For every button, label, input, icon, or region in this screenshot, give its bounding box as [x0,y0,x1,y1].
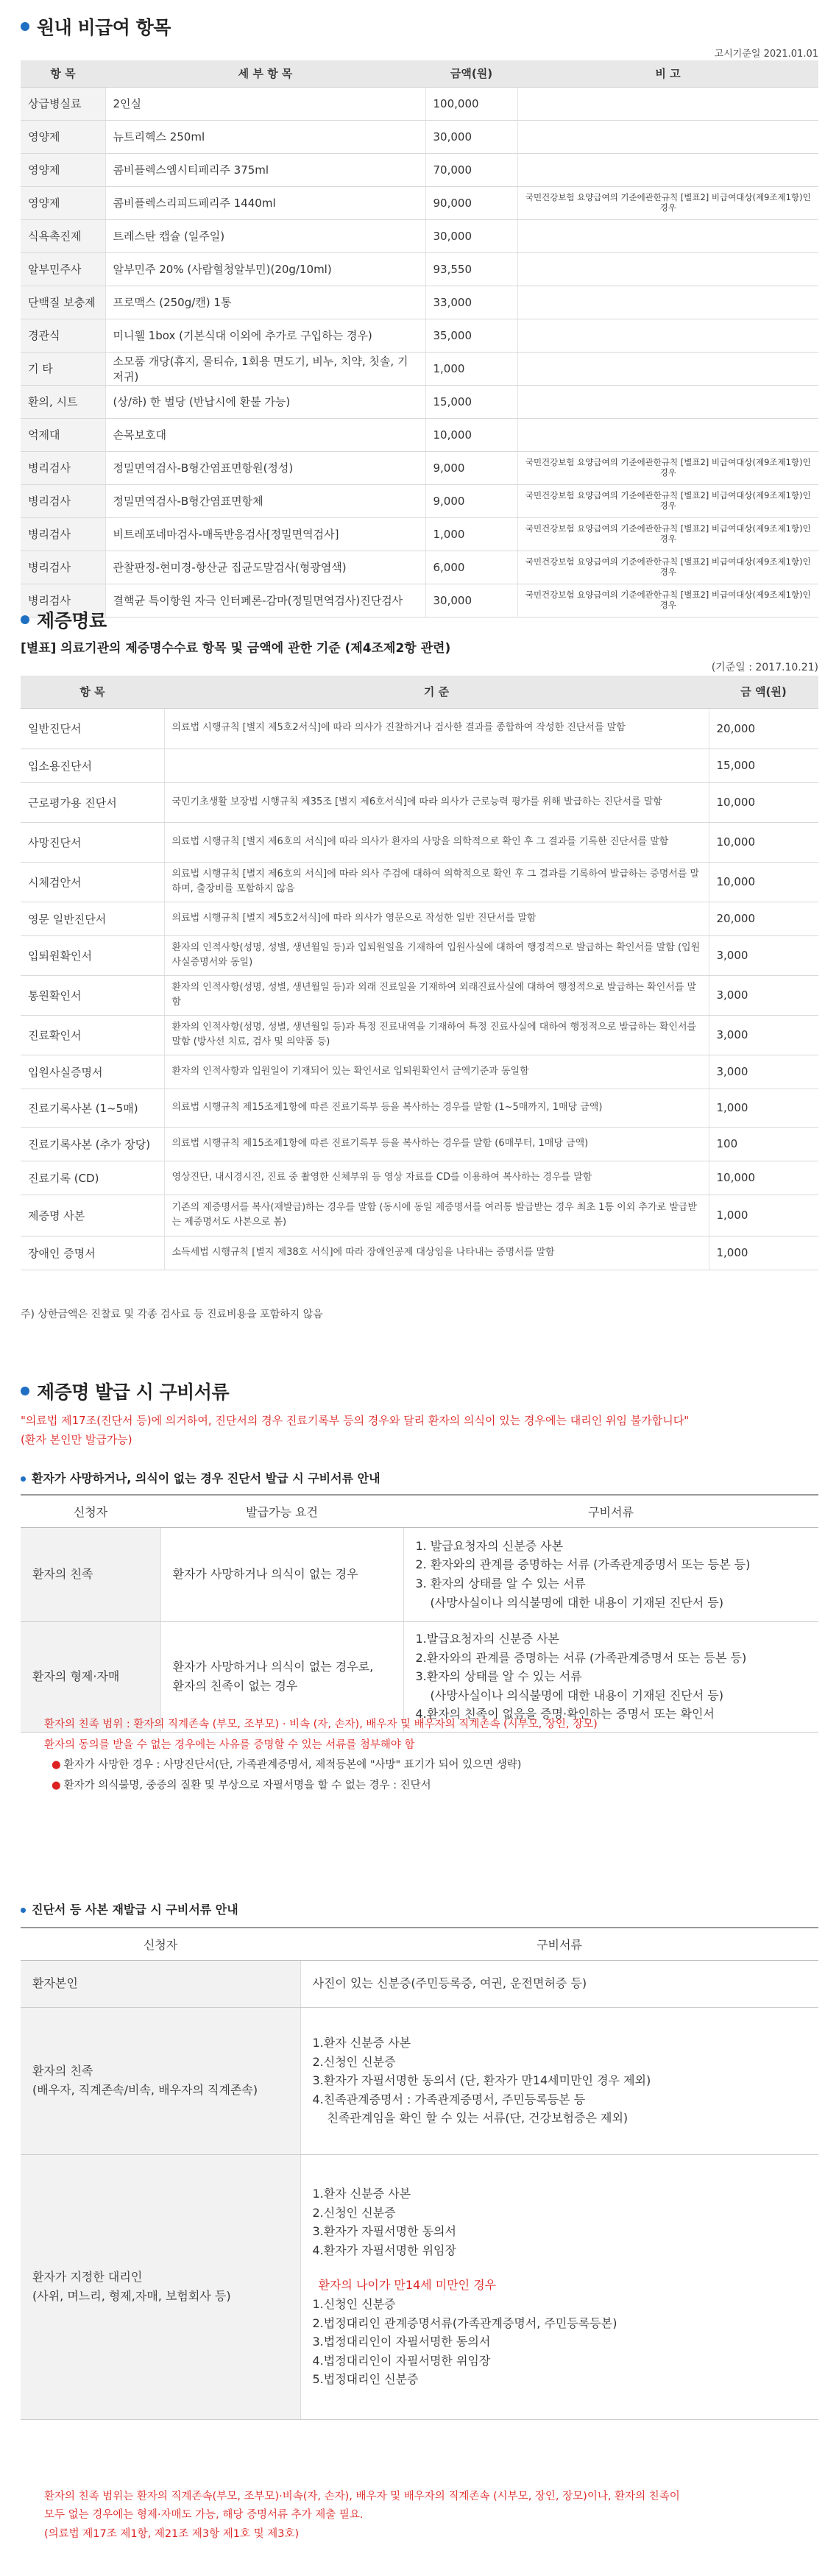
sub-note-line [44,1776,817,1797]
condition-line: 환자가 사망하거나 의식이 없는 경우로, [172,1660,374,1674]
table-row [21,1127,818,1161]
item-detail: 비트레포네마검사-매독반응검사[정밀면역검사] [105,517,425,551]
table-row [21,517,818,551]
proxy-notice-line: "의료법 제17조(진단서 등)에 의거하여, 진단서의 경우 진료기록부 등의 경우와 달리 환자의 의식이 있는 경우에는 대리인 위임 불가합니다" [21,1414,690,1427]
item-price: 90,000 [425,186,517,219]
doc-line: 2.신청인 신분증 [312,2205,396,2220]
item-price: 10,000 [425,418,517,451]
applicant-line: (배우자, 직계존속/비속, 배우자의 직계존속) [32,2083,258,2097]
item-detail: 결핵균 특이항원 자극 인터페론-감마(정밀면역검사)진단검사 [105,584,425,617]
fee-item: 영문 일반진단서 [21,902,164,935]
item-note: 국민건강보험 요양급여의 기준에관한규칙 [별표2] 비급여대상(제9조제1항)인 경우 [517,551,818,584]
item-price: 33,000 [425,286,517,319]
fee-standard: 의료법 시행규칙 [별지 제6호의 서식]에 따라 의사 주검에 대하여 의학적으로 확인 후 그 결과를 기록하여 발급하는 증명서를 말하며, 출장비를 포함하지 않음 [164,862,709,902]
item-category: 단백질 보충제 [21,286,105,319]
standard-date: 고시기준일 2021.01.01 [714,49,818,60]
item-price: 30,000 [425,219,517,252]
section-title-text: 원내 비급여 항목 [37,17,171,38]
section-title-noncovered [21,13,818,40]
item-category: 병리검사 [21,484,105,517]
condition-line: 환자의 친족이 없는 경우 [172,1679,298,1693]
column-header: 구비서류 [403,1495,818,1527]
note-line: 모두 없는 경우에는 형제·자매도 가능, 해당 증명서류 추가 제출 필요. [44,2509,364,2522]
note-line: 환자의 친족 범위 : 환자의 직계존속 (부모, 조부모) · 비속 (자, 손자), 배우자 및 배우자의 직계존속 (시부모, 장인, 장모) [44,1719,598,1730]
reissue-docs-table [21,1927,818,2420]
table-row [21,1195,818,1236]
applicant-line: 환자의 친족 [32,2064,93,2078]
column-header: 구비서류 [300,1928,818,1960]
section-title-certificate-fee [21,606,818,633]
item-note [517,319,818,352]
required-docs [300,1960,818,2007]
fee-standard: 기존의 제증명서를 복사(재발급)하는 경우를 말함 (동시에 동일 제증명서를 여러통 발급받는 경우 최초 1통 이외 추가로 발급받는 제증명서도 사본으로 봄) [164,1195,709,1236]
item-detail: 2인실 [105,87,425,120]
fee-item: 제증명 사본 [21,1195,164,1236]
item-note [517,87,818,120]
section-title-text: 제증명료 [37,610,107,631]
death-case-notes [44,1715,817,1796]
item-detail: 콤비플렉스엠시티페리주 375ml [105,153,425,186]
doc-line: 2.법정대리인 관계증명서류(가족관계증명서, 주민등록등본) [312,2315,617,2330]
item-detail: 뉴트리헥스 250ml [105,120,425,153]
doc-line: 친족관계임을 확인 할 수 있는 서류(단, 건강보험증은 제외) [327,2111,629,2126]
table-row [21,87,818,120]
sub-note-text: 환자가 의식불명, 중증의 질환 및 부상으로 자필서명을 할 수 없는 경우 : 진단서 [63,1779,431,1791]
certificate-footnote: 주) 상한금액은 진찰료 및 각종 검사료 등 진료비용을 포함하지 않음 [21,1309,323,1320]
doc-line: 3. 환자의 상태를 알 수 있는 서류 [415,1577,586,1590]
fee-standard: 의료법 시행규칙 [별지 제5호2서식]에 따라 의사가 영문으로 작성한 일반 진단서를 말함 [164,902,709,935]
table-row [21,2007,818,2154]
table-row [21,451,818,484]
fee-amount: 3,000 [709,1055,818,1089]
table-row [21,1960,818,2007]
item-category: 알부민주사 [21,252,105,286]
column-header: 금 액(원) [709,676,818,708]
item-note: 국민건강보험 요양급여의 기준에관한규칙 [별표2] 비급여대상(제9조제1항)인 경우 [517,517,818,551]
fee-amount: 1,000 [709,1195,818,1236]
item-price: 15,000 [425,385,517,418]
table-row [21,1089,818,1127]
item-detail: 프로맥스 (250g/캔) 1통 [105,286,425,319]
doc-line: 2.신청인 신분증 [312,2054,396,2069]
table-row [21,749,818,782]
bullet-icon [21,1476,26,1482]
column-header: 신청자 [21,1928,300,1960]
table-row [21,1161,818,1195]
table-row [21,1055,818,1089]
item-category: 식욕촉진제 [21,219,105,252]
table-row [21,551,818,584]
fee-item: 진료기록사본 (추가 장당) [21,1127,164,1161]
fee-standard: 환자의 인적사항(성명, 성별, 생년월일 등)과 특정 진료내역을 기재하여 특정 진료사실에 대하여 행정적으로 발급하는 확인서를 말함 (방사선 치료, 검사 및 의약품 등) [164,1015,709,1055]
table-row [21,186,818,219]
table-row [21,902,818,935]
doc-line: 3.환자가 자필서명한 동의서 [312,2224,456,2239]
red-bullet-icon: ● [52,1759,61,1772]
column-header: 항 목 [21,676,164,708]
doc-line: (사망사실이나 의식불명에 대한 내용이 기재된 진단서 등) [430,1595,723,1610]
doc-line: 1. 발급요청자의 신분증 사본 [415,1538,564,1553]
fee-standard: 의료법 시행규칙 제15조제1항에 따른 진료기록부 등을 복사하는 경우를 말함 (6매부터, 1매당 금액) [164,1127,709,1161]
item-price: 1,000 [425,352,517,385]
item-category: 병리검사 [21,517,105,551]
doc-line: 2. 환자와의 관계를 증명하는 서류 (가족관계증명서 또는 등본 등) [415,1557,751,1572]
column-header: 세 부 항 목 [105,60,425,87]
fee-standard: 의료법 시행규칙 [별지 제6호의 서식]에 따라 의사가 환자의 사망을 의학적으로 확인 후 그 결과를 기록한 진단서를 말함 [164,822,709,862]
table-row [21,352,818,385]
red-bullet-icon: ● [52,1779,61,1791]
section-title-text: 제증명 발급 시 구비서류 [37,1381,230,1403]
fee-amount: 20,000 [709,902,818,935]
fee-amount: 10,000 [709,1161,818,1195]
fee-item: 사망진단서 [21,822,164,862]
fee-item: 통원확인서 [21,975,164,1015]
item-note [517,153,818,186]
item-category: 영양제 [21,153,105,186]
column-header: 항 목 [21,60,105,87]
doc-line: 3.법정대리인이 자필서명한 동의서 [312,2335,491,2349]
item-note [517,352,818,385]
applicant [21,1960,300,2007]
fee-amount: 20,000 [709,708,818,749]
fee-amount: 100 [709,1127,818,1161]
table-row [21,1015,818,1055]
fee-amount: 1,000 [709,1236,818,1270]
fee-standard: 환자의 인적사항(성명, 성별, 생년월일 등)과 외래 진료일을 기재하여 외래진료사실에 대하여 행정적으로 발급하는 확인서를 말함 [164,975,709,1015]
column-header: 신청자 [21,1495,160,1527]
item-price: 35,000 [425,319,517,352]
applicant-line: (사위, 며느리, 형제,자매, 보험회사 등) [32,2289,231,2303]
item-note: 국민건강보험 요양급여의 기준에관한규칙 [별표2] 비급여대상(제9조제1항)인 경우 [517,186,818,219]
table-row [21,2154,818,2419]
doc-line: (사망사실이나 의식불명에 대한 내용이 기재된 진단서 등) [430,1688,723,1702]
fee-standard: 의료법 시행규칙 제15조제1항에 따른 진료기록부 등을 복사하는 경우를 말함 (1~5매까지, 1매당 금액) [164,1089,709,1127]
item-price: 70,000 [425,153,517,186]
table-row [21,385,818,418]
doc-line: 3.환자가 자필서명한 동의서 (단, 환자가 만14세미만인 경우 제외) [312,2073,651,2088]
item-note: 국민건강보험 요양급여의 기준에관한규칙 [별표2] 비급여대상(제9조제1항)인 경우 [517,484,818,517]
item-price: 6,000 [425,551,517,584]
doc-line: 1.신청인 신분증 [312,2297,396,2311]
item-note [517,219,818,252]
item-detail: 정밀면역검사-B형간염표면항체 [105,484,425,517]
table-row [21,1236,818,1270]
table-row [21,319,818,352]
title-bullet-icon [21,615,29,624]
item-note [517,252,818,286]
fee-item: 근로평가용 진단서 [21,782,164,822]
note-line: (의료법 제17조 제1항, 제21조 제3항 제1호 및 제3호) [44,2527,300,2540]
doc-line: 1.환자 신분증 사본 [312,2187,411,2201]
fee-standard: 소득세법 시행규칙 [별지 제38호 서식]에 따라 장애인공제 대상임을 나타내는 증명서를 말함 [164,1236,709,1270]
note-line: 환자의 동의를 받을 수 없는 경우에는 사유를 증명할 수 있는 서류를 첨부해야 함 [44,1738,415,1751]
item-category: 영양제 [21,120,105,153]
note-line: 환자의 친족 범위는 환자의 직계존속(부모, 조부모)·비속(자, 손자), 배우자 및 배우자의 직계존속 (시부모, 장인, 장모)이나, 환자의 친족이 [44,2491,680,2502]
proxy-notice [21,1412,818,1449]
item-note [517,418,818,451]
fee-amount: 1,000 [709,1089,818,1127]
certificate-fee-table [21,676,818,1270]
item-price: 1,000 [425,517,517,551]
applicant-line: 환자가 지정한 대리인 [32,2270,143,2285]
fee-amount: 3,000 [709,1015,818,1055]
fee-amount: 3,000 [709,975,818,1015]
condition-line: 환자가 사망하거나 의식이 없는 경우 [172,1567,358,1582]
sub-note-text: 환자가 사망한 경우 : 사망진단서(단, 가족관계증명서, 제적등본에 "사망" 표기가 되어 있으면 생략) [63,1759,522,1772]
noncovered-table [21,60,818,618]
item-note: 국민건강보험 요양급여의 기준에관한규칙 [별표2] 비급여대상(제9조제1항)인 경우 [517,584,818,617]
table-row [21,975,818,1015]
table-row [21,219,818,252]
fee-item: 입퇴원확인서 [21,935,164,975]
reissue-heading-text: 진단서 등 사본 재발급 시 구비서류 안내 [32,1903,238,1917]
item-category: 상급병실료 [21,87,105,120]
fee-item: 진료기록 (CD) [21,1161,164,1195]
table-row [21,286,818,319]
item-note [517,120,818,153]
doc-line: 4.환자가 자필서명한 위임장 [312,2243,456,2257]
fee-item: 시체검안서 [21,862,164,902]
item-detail: 트레스탄 캡슐 (일주일) [105,219,425,252]
item-note [517,385,818,418]
item-detail: 미니웰 1box (기본식대 이외에 추가로 구입하는 경우) [105,319,425,352]
fee-item: 일반진단서 [21,708,164,749]
table-row [21,822,818,862]
item-price: 30,000 [425,584,517,617]
fee-item: 입소용진단서 [21,749,164,782]
item-price: 9,000 [425,451,517,484]
item-price: 100,000 [425,87,517,120]
fee-amount: 10,000 [709,822,818,862]
applicant: 환자의 친족 [21,1527,160,1621]
table-row [21,484,818,517]
bullet-icon [21,1908,26,1913]
fee-standard: 의료법 시행규칙 [별지 제5호2서식]에 따라 의사가 진찰하거나 검사한 결과를 종합하여 작성한 진단서를 말함 [164,708,709,749]
table-row [21,782,818,822]
death-case-docs-table [21,1494,818,1733]
column-header: 기 준 [164,676,709,708]
doc-line: 5.법정대리인 신분증 [312,2372,419,2387]
fee-standard: 국민기초생활 보장법 시행규칙 제35조 [별지 제6호서식]에 따라 의사가 근로능력 평가를 위해 발급하는 진단서를 말함 [164,782,709,822]
item-note: 국민건강보험 요양급여의 기준에관한규칙 [별표2] 비급여대상(제9조제1항)인 경우 [517,451,818,484]
item-detail: 손목보호대 [105,418,425,451]
applicant: 환자의 형제·자매 [21,1621,160,1732]
sub-note-line [44,1755,817,1776]
death-case-heading [21,1469,380,1486]
item-category: 억제대 [21,418,105,451]
reissue-notes [44,2488,817,2544]
reissue-heading [21,1900,238,1917]
table-row [21,418,818,451]
item-category: 기 타 [21,352,105,385]
death-case-heading-text: 환자가 사망하거나, 의식이 없는 경우 진단서 발급 시 구비서류 안내 [32,1471,380,1485]
issue-condition [160,1527,403,1621]
fee-standard: 환자의 인적사항과 입원일이 기재되어 있는 확인서로 입퇴원확인서 금액기준과 동일함 [164,1055,709,1089]
fee-amount: 10,000 [709,782,818,822]
doc-line: 3.환자의 상태를 알 수 있는 서류 [415,1669,582,1684]
applicant-line: 환자본인 [32,1976,78,1991]
doc-line: 2.환자와의 관계를 증명하는 서류 (가족관계증명서 또는 등본 등) [415,1650,747,1665]
required-docs [300,2007,818,2154]
certificate-fee-subtitle: [별표] 의료기관의 제증명수수료 항목 및 금액에 관한 기준 (제4조제2항 관련) [21,641,451,656]
item-detail: 콤비플렉스리피드페리주 1440ml [105,186,425,219]
fee-standard: 환자의 인적사항(성명, 성별, 생년월일 등)과 입퇴원일을 기재하여 입원사실에 대하여 행정적으로 발급하는 확인서를 말함 (입원사실증명서와 동일) [164,935,709,975]
certificate-standard-date: (기준일 : 2017.10.21) [711,662,818,673]
section-title-required-docs [21,1378,818,1404]
item-category: 병리검사 [21,584,105,617]
applicant [21,2154,300,2419]
item-detail: 알부민주 20% (사람혈청알부민)(20g/10ml) [105,252,425,286]
item-category: 병리검사 [21,451,105,484]
item-detail: 정밀면역검사-B형간염표면항원(정성) [105,451,425,484]
table-row [21,708,818,749]
proxy-notice-line: (환자 본인만 발급가능) [21,1432,132,1446]
item-price: 30,000 [425,120,517,153]
item-note [517,286,818,319]
fee-item: 진료확인서 [21,1015,164,1055]
fee-amount: 10,000 [709,862,818,902]
doc-line: 4.친족관계증명서 : 가족관계증명서, 주민등록등본 등 [312,2092,586,2106]
item-category: 환의, 시트 [21,385,105,418]
doc-line: 1.환자 신분증 사본 [312,2036,411,2050]
doc-line: 4.법정대리인이 자필서명한 위임장 [312,2353,491,2368]
table-row [21,120,818,153]
doc-line: 사진이 있는 신분증(주민등록증, 여권, 운전면허증 등) [312,1976,587,1991]
item-category: 영양제 [21,186,105,219]
item-category: 경관식 [21,319,105,352]
table-row [21,1527,818,1621]
column-header: 금액(원) [425,60,517,87]
table-row [21,252,818,286]
column-header: 발급가능 요건 [160,1495,403,1527]
fee-item: 입원사실증명서 [21,1055,164,1089]
required-docs [300,2154,818,2419]
item-price: 93,550 [425,252,517,286]
title-bullet-icon [21,22,29,31]
fee-standard: 영상진단, 내시경시진, 진료 중 촬영한 신체부위 등 영상 자료를 CD를 이용하여 복사하는 경우를 말함 [164,1161,709,1195]
doc-line: 4.환자의 친족이 없음을 증명·확인하는 증명서 또는 확인서 [415,1707,715,1722]
fee-amount: 15,000 [709,749,818,782]
item-category: 병리검사 [21,551,105,584]
title-bullet-icon [21,1387,29,1395]
fee-amount: 3,000 [709,935,818,975]
table-row [21,862,818,902]
column-header: 비 고 [517,60,818,87]
table-row [21,153,818,186]
fee-item: 진료기록사본 (1~5매) [21,1089,164,1127]
under-14-heading: 환자의 나이가 만14세 미만인 경우 [318,2278,497,2293]
item-detail: (상/하) 한 벌당 (반납시에 환불 가능) [105,385,425,418]
item-price: 9,000 [425,484,517,517]
required-docs [403,1527,818,1621]
doc-line: 1.발급요청자의 신분증 사본 [415,1632,559,1646]
item-detail: 관찰판정-현미경-항산균 집균도말검사(형광염색) [105,551,425,584]
fee-standard [164,749,709,782]
item-detail: 소모품 개당(휴지, 물티슈, 1회용 면도기, 비누, 치약, 칫솔, 기저귀) [105,352,425,385]
table-row [21,935,818,975]
fee-item: 장애인 증명서 [21,1236,164,1270]
applicant [21,2007,300,2154]
